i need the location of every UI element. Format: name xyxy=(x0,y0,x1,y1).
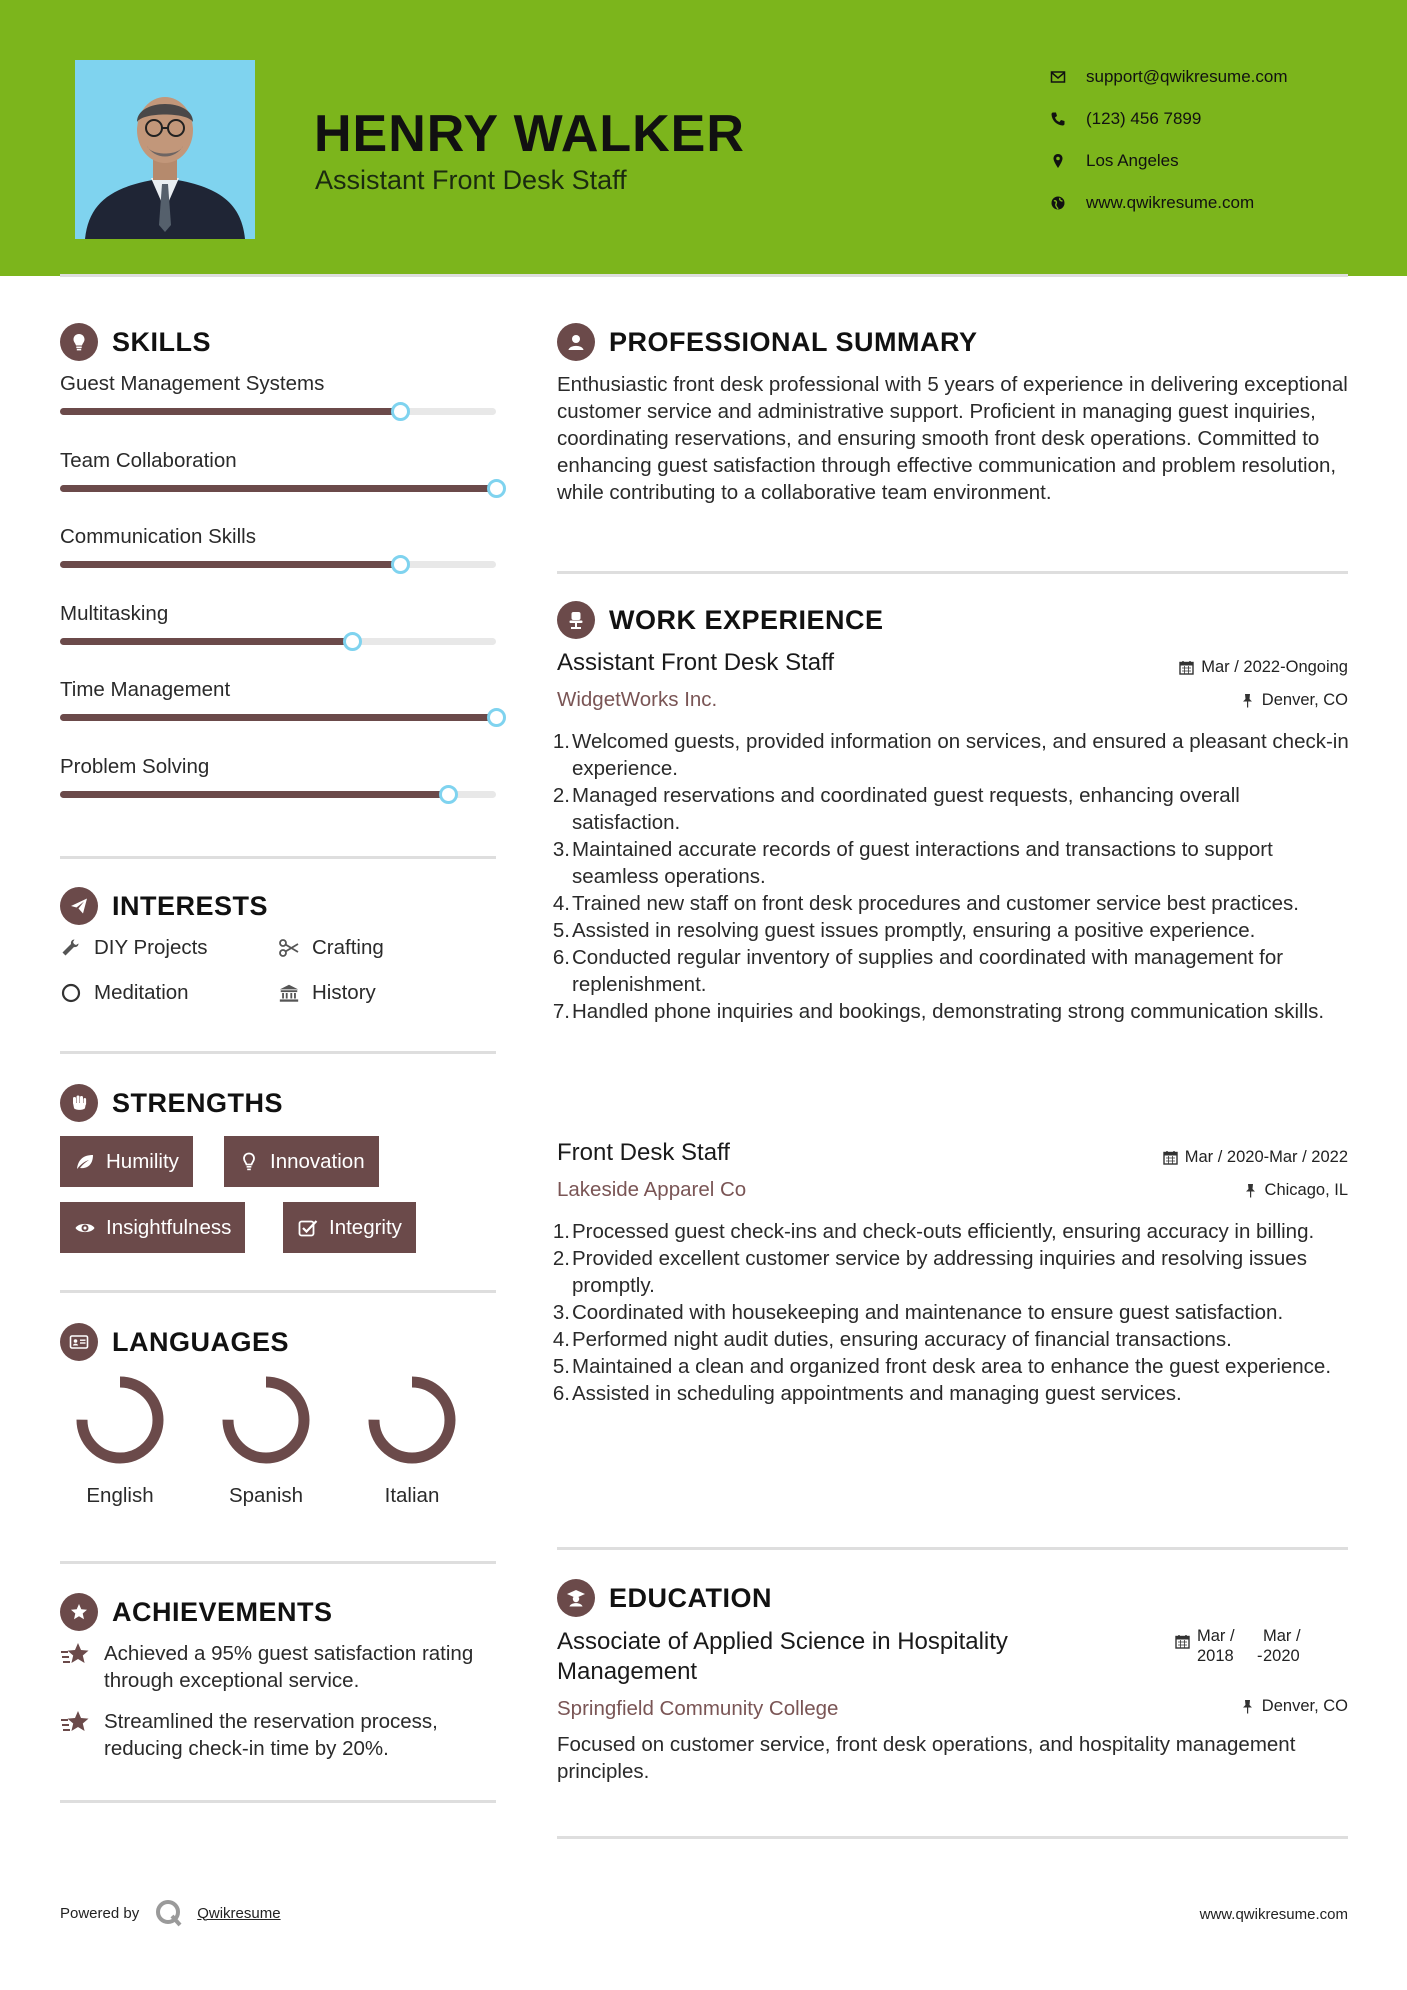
contact-website[interactable] xyxy=(1050,182,1370,224)
candidate-name: HENRY WALKER xyxy=(314,105,745,163)
languages-heading xyxy=(60,1322,289,1362)
interests-divider xyxy=(60,1051,496,1054)
list-number: 1. xyxy=(552,1220,570,1243)
language-label: Italian xyxy=(384,1484,440,1507)
edu-end-line1: Mar / xyxy=(1263,1627,1301,1645)
interests-title: INTERESTS xyxy=(112,890,269,921)
strength-label: Integrity xyxy=(329,1215,402,1239)
skill-bar xyxy=(60,561,496,568)
thumbtack-icon xyxy=(1243,1183,1258,1198)
responsibility-item xyxy=(551,836,1352,890)
interest-label: DIY Projects xyxy=(94,936,208,959)
contact-email-text[interactable]: support@qwikresume.com xyxy=(1086,67,1288,86)
skill-label: Guest Management Systems xyxy=(60,372,325,395)
wrench-icon xyxy=(60,937,82,959)
responsibility-item xyxy=(551,1299,1352,1326)
strength-badge xyxy=(283,1202,416,1253)
strengths-divider xyxy=(60,1290,496,1293)
skill-label: Problem Solving xyxy=(60,754,210,778)
edu-start-line1: Mar / xyxy=(1197,1627,1235,1645)
language-proficiency-ring xyxy=(72,1372,168,1468)
thumbtack-icon xyxy=(1240,693,1255,708)
job-title: Assistant Front Desk Staff xyxy=(557,649,834,676)
skill-bar-knob xyxy=(487,479,506,498)
language-item xyxy=(206,1372,326,1508)
degree-title: Associate of Applied Science in Hospitality Management xyxy=(557,1628,1008,1685)
summary-heading xyxy=(557,322,978,362)
person-portrait-icon xyxy=(75,60,255,239)
skill-label: Team Collaboration xyxy=(60,448,237,472)
list-number: 5. xyxy=(552,919,570,942)
responsibility-text: Assisted in scheduling appointments and managing guest services. xyxy=(572,1382,1182,1405)
graduate-icon xyxy=(557,1579,595,1617)
experience-divider xyxy=(557,1547,1348,1550)
skill-item xyxy=(60,601,496,645)
skill-bar-knob xyxy=(439,785,458,804)
job-location xyxy=(1240,691,1348,710)
list-number: 4. xyxy=(552,892,570,915)
summary-text: Enthusiastic front desk professional with 5 years of experience in delivering exceptional customer service and administrative support. Proficient in managing guest inquiries, coordinating reservations, and ensuring smooth front desk operations. Committed to enhancing guest satisfaction through effective communication and problem resolution, while contributing to a collaborative team environment. xyxy=(557,373,1348,504)
contact-phone[interactable] xyxy=(1050,98,1370,140)
responsibility-text: Managed reservations and coordinated guest requests, enhancing overall satisfaction. xyxy=(572,784,1240,834)
envelope-icon xyxy=(1050,69,1086,85)
footer-website[interactable]: www.qwikresume.com xyxy=(1199,1906,1348,1923)
education-title: EDUCATION xyxy=(609,1582,772,1613)
job-location xyxy=(1243,1181,1348,1200)
job-responsibilities xyxy=(551,1218,1352,1407)
strengths-title: STRENGTHS xyxy=(112,1087,284,1118)
skill-bar xyxy=(60,638,496,645)
skill-bar xyxy=(60,714,496,721)
skill-bar xyxy=(60,485,496,492)
responsibility-item xyxy=(551,998,1352,1025)
calendar-icon xyxy=(1163,1150,1178,1165)
check-square-icon xyxy=(297,1217,319,1239)
paper-plane-icon xyxy=(60,887,98,925)
responsibility-item xyxy=(551,917,1352,944)
list-number: 7. xyxy=(552,1000,570,1023)
achievement-item xyxy=(60,1708,500,1762)
scissors-icon xyxy=(278,937,300,959)
responsibility-text: Trained new staff on front desk procedures and customer service best practices. xyxy=(572,892,1299,915)
list-number: 3. xyxy=(552,1301,570,1324)
list-number: 5. xyxy=(552,1355,570,1378)
qwikresume-link[interactable]: Qwikresume xyxy=(197,1904,281,1922)
list-number: 2. xyxy=(552,1247,570,1270)
achievements-heading xyxy=(60,1592,333,1632)
job-dates-text: Mar / 2020-Mar / 2022 xyxy=(1184,1148,1348,1166)
contact-phone-text[interactable]: (123) 456 7899 xyxy=(1086,109,1202,128)
list-number: 6. xyxy=(552,1382,570,1405)
star-achievement-icon xyxy=(60,1640,92,1670)
star-achievement-icon xyxy=(60,1708,92,1738)
achievements-title: ACHIEVEMENTS xyxy=(112,1596,333,1627)
responsibility-item xyxy=(551,1218,1352,1245)
interests-heading xyxy=(60,886,268,926)
achievement-text: Streamlined the reservation process, reducing check-in time by 20%. xyxy=(104,1710,438,1760)
lightbulb-icon xyxy=(60,323,98,361)
calendar-icon xyxy=(1175,1634,1190,1649)
eye-icon xyxy=(74,1217,96,1239)
achievement-text: Achieved a 95% guest satisfaction rating through exceptional service. xyxy=(104,1642,474,1692)
skill-bar-fill xyxy=(60,791,448,798)
edu-end-line2: 2020 xyxy=(1263,1647,1300,1665)
language-item xyxy=(352,1372,472,1508)
responsibility-text: Provided excellent customer service by addressing inquiries and resolving issues promptly. xyxy=(572,1247,1307,1297)
lightbulb-icon xyxy=(238,1151,260,1173)
skills-divider xyxy=(60,856,496,859)
user-circle-icon xyxy=(557,323,595,361)
strength-badge xyxy=(60,1202,245,1253)
job-responsibilities xyxy=(551,728,1352,1025)
skill-bar-knob xyxy=(487,708,506,727)
phone-icon xyxy=(1050,111,1086,127)
skill-bar-fill xyxy=(60,714,496,721)
school-name: Springfield Community College xyxy=(557,1697,839,1720)
job-dates xyxy=(1163,1148,1348,1167)
calendar-icon xyxy=(1179,660,1194,675)
contact-location-text: Los Angeles xyxy=(1086,151,1179,170)
responsibility-text: Processed guest check-ins and check-outs efficiently, ensuring accuracy in billing. xyxy=(572,1220,1315,1243)
profile-photo xyxy=(75,60,255,239)
skills-heading xyxy=(60,322,211,362)
skill-bar-knob xyxy=(391,402,410,421)
skill-label: Time Management xyxy=(60,678,231,701)
strength-badge xyxy=(224,1136,379,1187)
education-heading xyxy=(557,1578,772,1618)
star-badge-icon xyxy=(60,1593,98,1631)
responsibility-text: Assisted in resolving guest issues promptly, ensuring a positive experience. xyxy=(572,919,1256,942)
responsibility-item xyxy=(551,944,1352,998)
office-chair-icon xyxy=(557,601,595,639)
skill-item xyxy=(60,524,496,568)
company-name: WidgetWorks Inc. xyxy=(557,688,718,711)
raised-fist-icon xyxy=(60,1084,98,1122)
company-name: Lakeside Apparel Co xyxy=(557,1178,747,1201)
education-divider xyxy=(557,1836,1348,1839)
education-dates xyxy=(1175,1626,1323,1666)
language-label: English xyxy=(86,1484,154,1507)
responsibility-text: Handled phone inquiries and bookings, demonstrating strong communication skills. xyxy=(572,1000,1325,1023)
education-location xyxy=(1240,1697,1348,1716)
job-dates-text: Mar / 2022-Ongoing xyxy=(1201,658,1348,676)
qwikresume-logo-icon xyxy=(153,1897,185,1929)
thumbtack-icon xyxy=(1240,1699,1255,1714)
experience-title: WORK EXPERIENCE xyxy=(609,604,884,635)
list-number: 3. xyxy=(552,838,570,861)
skill-item xyxy=(60,448,496,492)
strength-label: Innovation xyxy=(270,1149,365,1173)
strength-label: Humility xyxy=(106,1149,179,1173)
interest-item xyxy=(60,981,189,1005)
candidate-role: Assistant Front Desk Staff xyxy=(315,165,627,195)
responsibility-text: Performed night audit duties, ensuring accuracy of financial transactions. xyxy=(572,1328,1232,1351)
map-marker-icon xyxy=(1050,153,1086,169)
skill-label: Multitasking xyxy=(60,601,169,625)
circle-icon xyxy=(60,982,82,1004)
education-description: Focused on customer service, front desk operations, and hospitality management principles. xyxy=(557,1733,1296,1783)
globe-icon xyxy=(1050,195,1086,211)
interest-item xyxy=(278,981,376,1005)
header-divider xyxy=(60,274,1348,277)
interest-label: Crafting xyxy=(312,936,384,959)
skill-bar xyxy=(60,791,496,798)
achievement-item xyxy=(60,1640,500,1694)
strength-label: Insightfulness xyxy=(106,1215,232,1239)
skills-title: SKILLS xyxy=(112,326,212,357)
leaf-icon xyxy=(74,1151,96,1173)
skill-bar xyxy=(60,408,496,415)
interest-label: History xyxy=(312,981,376,1004)
education-location-text: Denver, CO xyxy=(1261,1697,1348,1715)
institution-icon xyxy=(278,982,300,1004)
skill-bar-fill xyxy=(60,485,496,492)
list-number: 2. xyxy=(552,784,570,807)
interest-label: Meditation xyxy=(94,981,189,1004)
contact-website-text[interactable]: www.qwikresume.com xyxy=(1086,193,1255,212)
skill-item xyxy=(60,677,496,721)
skill-bar-knob xyxy=(343,632,362,651)
responsibility-item xyxy=(551,1326,1352,1353)
list-number: 1. xyxy=(552,730,570,753)
job-title: Front Desk Staff xyxy=(557,1139,730,1166)
language-proficiency-ring xyxy=(364,1372,460,1468)
edu-start-line2: 2018 xyxy=(1197,1647,1234,1665)
skill-bar-knob xyxy=(391,555,410,574)
responsibility-text: Welcomed guests, provided information on services, and ensured a pleasant check-in experience. xyxy=(572,730,1349,780)
skill-bar-fill xyxy=(60,561,400,568)
skill-bar-fill xyxy=(60,638,352,645)
id-card-icon xyxy=(60,1323,98,1361)
languages-divider xyxy=(60,1561,496,1564)
summary-divider xyxy=(557,571,1348,574)
responsibility-text: Maintained a clean and organized front desk area to enhance the guest experience. xyxy=(572,1355,1332,1378)
language-label: Spanish xyxy=(228,1484,304,1507)
contact-location xyxy=(1050,140,1370,182)
skill-item xyxy=(60,371,496,415)
responsibility-item xyxy=(551,728,1352,782)
responsibility-item xyxy=(551,1380,1352,1407)
job-location-text: Denver, CO xyxy=(1261,691,1348,709)
powered-by-label: Powered by xyxy=(60,1904,140,1922)
language-proficiency-ring xyxy=(218,1372,314,1468)
languages-title: LANGUAGES xyxy=(112,1326,290,1357)
language-item xyxy=(60,1372,180,1508)
skill-bar-fill xyxy=(60,408,400,415)
experience-heading xyxy=(557,600,884,640)
responsibility-item xyxy=(551,890,1352,917)
summary-title: PROFESSIONAL SUMMARY xyxy=(609,326,978,357)
responsibility-item xyxy=(551,1353,1352,1380)
responsibility-item xyxy=(551,1245,1352,1299)
interest-item xyxy=(278,936,384,960)
responsibility-text: Conducted regular inventory of supplies and coordinated with management for replenishment. xyxy=(572,946,1284,996)
job-location-text: Chicago, IL xyxy=(1264,1181,1348,1199)
strength-badge xyxy=(60,1136,193,1187)
footer-powered-by xyxy=(60,1897,281,1929)
resume-header xyxy=(0,0,1407,276)
achievements-divider xyxy=(60,1800,496,1803)
contact-email[interactable] xyxy=(1050,56,1370,98)
responsibility-text: Coordinated with housekeeping and maintenance to ensure guest satisfaction. xyxy=(572,1301,1284,1324)
responsibility-item xyxy=(551,782,1352,836)
responsibility-text: Maintained accurate records of guest interactions and transactions to support seamless operations. xyxy=(572,838,1273,888)
list-number: 4. xyxy=(552,1328,570,1351)
interest-item xyxy=(60,936,208,960)
edu-date-separator: - xyxy=(1257,1647,1263,1665)
list-number: 6. xyxy=(552,946,570,969)
strengths-heading xyxy=(60,1083,283,1123)
skill-label: Communication Skills xyxy=(60,525,256,548)
job-dates xyxy=(1179,658,1348,677)
contact-list xyxy=(1050,56,1370,224)
skill-item xyxy=(60,754,496,798)
